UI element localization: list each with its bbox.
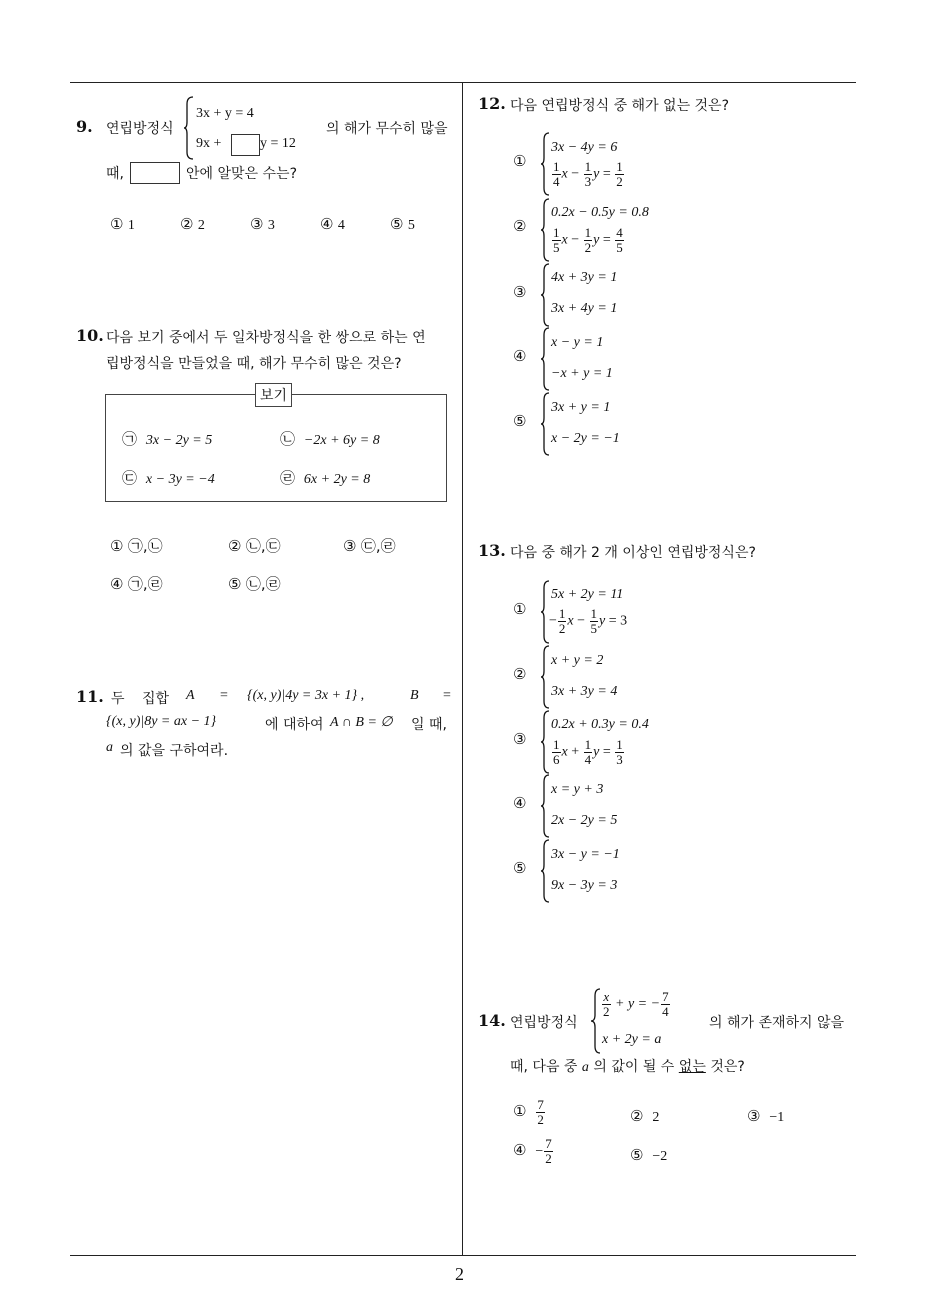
q14-eq1: $\frac{x}{2}$ + y = − $\frac{7}{4}$ — [603, 989, 669, 1019]
q12-opt2-eq2: $\frac{1}{5}$ x − $\frac{1}{2}$ y = $\frac{4}{5}$ — [553, 225, 623, 255]
q13-number: 13. — [478, 541, 506, 560]
q9-choice-5[interactable]: ⑤ 5 — [390, 215, 415, 233]
q13-opt3-eq2: $\frac{1}{6}$ x + $\frac{1}{4}$ y = $\frac{1}{3}$ — [553, 737, 623, 767]
q10-choice-4[interactable]: ④ ㉠,㉣ — [110, 575, 163, 593]
q12-opt2-mark[interactable]: ② — [513, 217, 527, 235]
q12-opt5-mark[interactable]: ⑤ — [513, 412, 527, 430]
q9-eq1: 3x + y = 4 — [196, 106, 254, 121]
q9-tail2a: 때, — [106, 166, 124, 182]
q12-opt4-brace — [540, 327, 550, 391]
q11-number: 11. — [76, 687, 104, 706]
q10-line2: 립방정식을 만들었을 때, 해가 무수히 많은 것은? — [106, 356, 402, 372]
q10-choice-3[interactable]: ③ ㉢,㉣ — [343, 537, 396, 555]
q14-choice-3[interactable]: ③ −1 — [747, 1107, 785, 1125]
column-divider — [462, 82, 463, 1256]
q13-opt4-eq1: x = y + 3 — [551, 782, 604, 797]
q10-choice-1[interactable]: ① ㉠,㉡ — [110, 537, 163, 555]
q13-opt2-mark[interactable]: ② — [513, 665, 527, 683]
q11-l1e: {(x, y)|4y = 3x + 1} , — [247, 688, 365, 703]
q14-choice-5[interactable]: ⑤ −2 — [630, 1146, 668, 1164]
q10-bogi-title: 보기 — [255, 383, 292, 407]
top-rule — [70, 82, 856, 83]
q12-opt5-eq2: x − 2y = −1 — [551, 431, 620, 446]
q14-tail1: 의 해가 존재하지 않을 — [709, 1015, 845, 1031]
q10-line1: 다음 보기 중에서 두 일차방정식을 한 쌍으로 하는 연 — [106, 330, 426, 346]
q12-opt2-brace — [540, 198, 550, 262]
q13-opt3-brace — [540, 710, 550, 774]
q11-l1b: 집합 — [142, 691, 170, 707]
bottom-rule — [70, 1255, 856, 1256]
q9-eq2a: 9x + — [196, 136, 222, 151]
q14-lead: 연립방정식 — [510, 1015, 578, 1031]
q13-opt4-mark[interactable]: ④ — [513, 794, 527, 812]
q13-opt1-mark[interactable]: ① — [513, 600, 527, 618]
q13-text: 다음 중 해가 2 개 이상인 연립방정식은? — [510, 545, 756, 561]
q11-l2a: {(x, y)|8y = ax − 1} — [106, 714, 217, 729]
q12-opt3-eq2: 3x + 4y = 1 — [551, 301, 618, 316]
q12-opt5-brace — [540, 392, 550, 456]
q12-text: 다음 연립방정식 중 해가 없는 것은? — [510, 98, 730, 114]
q9-tail2b: 안에 알맞은 수는? — [186, 166, 297, 182]
q12-opt3-brace — [540, 263, 550, 327]
q9-choice-4[interactable]: ④ 4 — [320, 215, 345, 233]
q11-l3b: 의 값을 구하여라. — [120, 743, 229, 759]
q9-number: 9. — [76, 117, 93, 136]
q9-lead: 연립방정식 — [106, 121, 174, 137]
q13-opt1-eq1: 5x + 2y = 11 — [551, 587, 624, 602]
q9-choice-2[interactable]: ② 2 — [180, 215, 205, 233]
q13-opt1-eq2: − $\frac{1}{2}$ x − $\frac{1}{5}$ y = 3 — [549, 606, 628, 636]
q12-opt1-brace — [540, 132, 550, 196]
q13-opt4-eq2: 2x − 2y = 5 — [551, 813, 618, 828]
q10-item-2: ㉡ −2x + 6y = 8 — [280, 430, 380, 448]
q11-l1d: = — [220, 688, 228, 703]
q12-opt4-eq1: x − y = 1 — [551, 335, 604, 350]
q12-opt4-mark[interactable]: ④ — [513, 347, 527, 365]
page-number: 2 — [455, 1264, 464, 1284]
q13-opt5-eq1: 3x − y = −1 — [551, 847, 620, 862]
q12-opt1-eq1: 3x − 4y = 6 — [551, 140, 618, 155]
q11-l2d: 일 때, — [411, 717, 447, 733]
q10-item-3: ㉢ x − 3y = −4 — [122, 469, 215, 487]
q12-opt3-eq1: 4x + 3y = 1 — [551, 270, 618, 285]
q9-blank-box-2 — [130, 162, 180, 184]
q9-choice-3[interactable]: ③ 3 — [250, 215, 275, 233]
q14-eq2: x + 2y = a — [602, 1032, 662, 1047]
q10-item-4: ㉣ 6x + 2y = 8 — [280, 469, 371, 487]
q11-l2b: 에 대하여 — [265, 717, 324, 733]
q9-brace — [183, 96, 195, 160]
q10-choice-5[interactable]: ⑤ ㉡,㉣ — [228, 575, 281, 593]
q13-opt2-brace — [540, 645, 550, 709]
q12-opt1-mark[interactable]: ① — [513, 152, 527, 170]
q13-opt2-eq1: x + y = 2 — [551, 653, 604, 668]
q10-number: 10. — [76, 326, 104, 345]
q12-number: 12. — [478, 94, 506, 113]
q14-choice-4[interactable]: ④ − $\frac{7}{2}$ — [513, 1136, 552, 1166]
q14-choice-1[interactable]: ① $\frac{7}{2}$ — [513, 1097, 544, 1127]
q12-opt1-eq2: $\frac{1}{4}$ x − $\frac{1}{3}$ y = $\frac{1}{2}$ — [553, 159, 623, 189]
q13-opt5-brace — [540, 839, 550, 903]
q13-opt3-eq1: 0.2x + 0.3y = 0.4 — [551, 717, 649, 732]
q9-blank-box — [231, 134, 260, 156]
q13-opt3-mark[interactable]: ③ — [513, 730, 527, 748]
q12-opt4-eq2: −x + y = 1 — [551, 366, 613, 381]
q9-choice-1[interactable]: ① 1 — [110, 215, 135, 233]
q11-l1f: B — [410, 688, 419, 703]
q14-choice-2[interactable]: ② 2 — [630, 1107, 660, 1125]
q14-number: 14. — [478, 1011, 506, 1030]
q9-tail1: 의 해가 무수히 많을 — [326, 121, 448, 137]
q11-l2c: A ∩ B = ∅ — [330, 715, 393, 730]
q13-opt4-brace — [540, 774, 550, 838]
q13-opt5-mark[interactable]: ⑤ — [513, 859, 527, 877]
q12-opt5-eq1: 3x + y = 1 — [551, 400, 611, 415]
q11-l1a: 두 — [111, 691, 125, 707]
q14-line2: 때, 다음 중 a 의 값이 될 수 없는 것은? — [510, 1059, 745, 1075]
q12-opt2-eq1: 0.2x − 0.5y = 0.8 — [551, 205, 649, 220]
q11-l3a: a — [106, 740, 113, 755]
q9-eq2b: y = 12 — [260, 136, 296, 151]
q11-l1g: = — [443, 688, 451, 703]
q11-l1c: A — [186, 688, 195, 703]
q13-opt2-eq2: 3x + 3y = 4 — [551, 684, 618, 699]
q10-choice-2[interactable]: ② ㉡,㉢ — [228, 537, 281, 555]
q12-opt3-mark[interactable]: ③ — [513, 283, 527, 301]
q13-opt5-eq2: 9x − 3y = 3 — [551, 878, 618, 893]
q10-item-1: ㉠ 3x − 2y = 5 — [122, 430, 213, 448]
